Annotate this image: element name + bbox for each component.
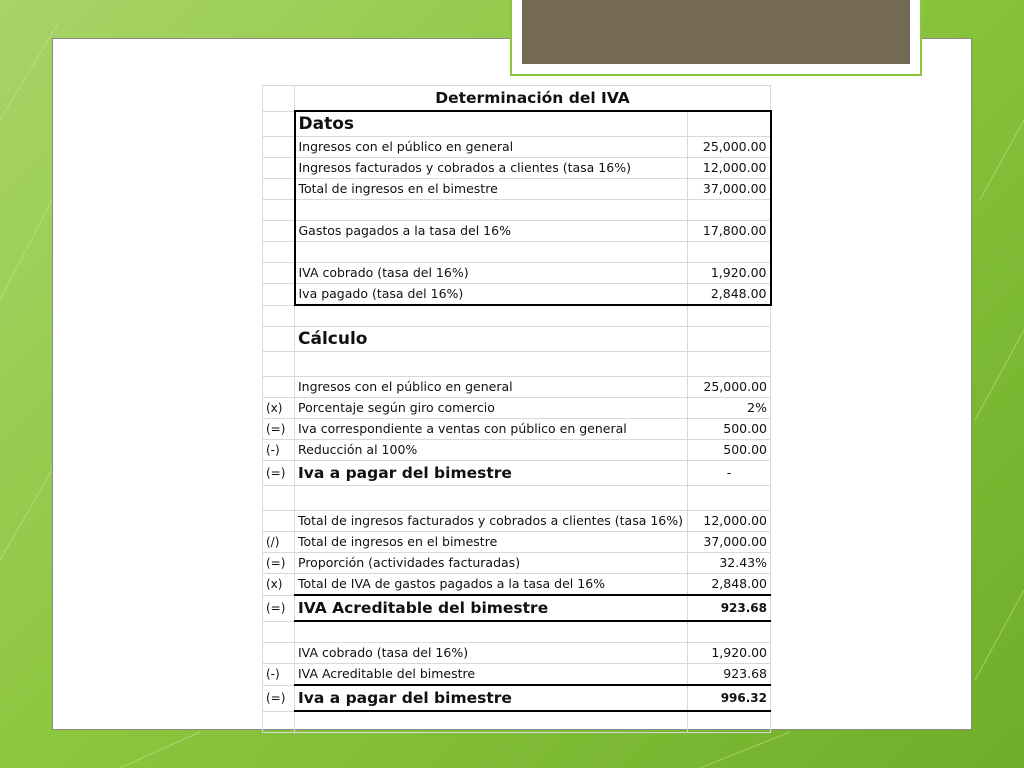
cell [295,200,688,221]
row-label: Gastos pagados a la tasa del 16% [295,221,688,242]
table-row [263,137,771,158]
table-row [263,284,771,306]
iva-worksheet [262,85,772,733]
row-label: Total de ingresos en el bimestre [295,179,688,200]
cell [295,486,688,511]
section-row [263,327,771,352]
cell [263,200,295,221]
cell [688,621,771,643]
cell [263,179,295,200]
cell [688,242,771,263]
row-value: 17,800.00 [688,221,771,242]
row-label: Proporción (actividades facturadas) [295,553,688,574]
row-operator: (=) [263,685,295,711]
row-operator: (-) [263,440,295,461]
row-value: 12,000.00 [688,158,771,179]
row-value: 500.00 [688,419,771,440]
row-value: 25,000.00 [688,137,771,158]
cell [263,242,295,263]
row-operator: (x) [263,398,295,419]
cell [295,305,688,327]
table-row [263,553,771,574]
row-operator: (/) [263,532,295,553]
cell [263,284,295,306]
table-row [263,574,771,596]
table-row [263,263,771,284]
row-operator [263,643,295,664]
row-label: Total de ingresos facturados y cobrados a clientes (tasa 16%) [295,511,688,532]
row-value: 32.43% [688,553,771,574]
row-label: IVA cobrado (tasa del 16%) [295,263,688,284]
cell [263,711,295,733]
empty-row [263,200,771,221]
section-row [263,111,771,137]
cell [688,711,771,733]
table-row [263,377,771,398]
row-value: 2,848.00 [688,574,771,596]
table-row [263,158,771,179]
sheet-title: Determinación del IVA [295,86,771,112]
row-operator [263,377,295,398]
table-row [263,221,771,242]
row-operator: (=) [263,553,295,574]
cell [688,486,771,511]
empty-row [263,305,771,327]
row-label: Total de IVA de gastos pagados a la tasa del 16% [295,574,688,596]
empty-row [263,711,771,733]
cell [263,158,295,179]
cell [688,305,771,327]
table-row [263,643,771,664]
cell [688,327,771,352]
empty-row [263,486,771,511]
row-value: 1,920.00 [688,643,771,664]
row-value: 2% [688,398,771,419]
cell [295,711,688,733]
row-value: 500.00 [688,440,771,461]
cell [295,242,688,263]
datos-heading: Datos [295,111,688,137]
row-label: IVA cobrado (tasa del 16%) [295,643,688,664]
table-row [263,419,771,440]
row-label: Ingresos con el público en general [295,137,688,158]
cell [263,486,295,511]
row-value: 37,000.00 [688,179,771,200]
result-value: - [688,461,771,486]
empty-row [263,352,771,377]
title-placeholder-frame [510,0,922,76]
cell [263,111,295,137]
row-operator [263,511,295,532]
row-label: Total de ingresos en el bimestre [295,532,688,553]
cell [263,263,295,284]
title-row [263,86,771,112]
table-row [263,511,771,532]
cell [688,352,771,377]
row-label: Ingresos facturados y cobrados a clientes (tasa 16%) [295,158,688,179]
empty-row [263,621,771,643]
table-row [263,179,771,200]
table-row [263,440,771,461]
table-row [263,398,771,419]
cell [688,200,771,221]
row-value: 37,000.00 [688,532,771,553]
row-label: Iva pagado (tasa del 16%) [295,284,688,306]
row-value: 1,920.00 [688,263,771,284]
row-value: 923.68 [688,664,771,686]
result-row [263,685,771,711]
cell [263,86,295,112]
row-label: IVA Acreditable del bimestre [295,664,688,686]
cell [263,327,295,352]
result-label: Iva a pagar del bimestre [295,461,688,486]
row-label: Ingresos con el público en general [295,377,688,398]
result-row [263,595,771,621]
row-label: Reducción al 100% [295,440,688,461]
cell [263,137,295,158]
cell [295,621,688,643]
row-label: Porcentaje según giro comercio [295,398,688,419]
cell [263,221,295,242]
result-value: 923.68 [688,595,771,621]
row-operator: (=) [263,419,295,440]
result-label: Iva a pagar del bimestre [295,685,688,711]
row-operator: (-) [263,664,295,686]
result-row [263,461,771,486]
row-value: 12,000.00 [688,511,771,532]
cell [263,352,295,377]
row-value: 25,000.00 [688,377,771,398]
cell [263,305,295,327]
calculo-heading: Cálculo [295,327,688,352]
row-operator: (=) [263,595,295,621]
result-value: 996.32 [688,685,771,711]
table-row [263,532,771,553]
cell [295,352,688,377]
result-label: IVA Acreditable del bimestre [295,595,688,621]
title-placeholder [522,0,910,64]
row-operator: (x) [263,574,295,596]
row-operator: (=) [263,461,295,486]
cell [263,621,295,643]
empty-row [263,242,771,263]
cell [688,111,771,137]
row-label: Iva correspondiente a ventas con público en general [295,419,688,440]
row-value: 2,848.00 [688,284,771,306]
table-row [263,664,771,686]
